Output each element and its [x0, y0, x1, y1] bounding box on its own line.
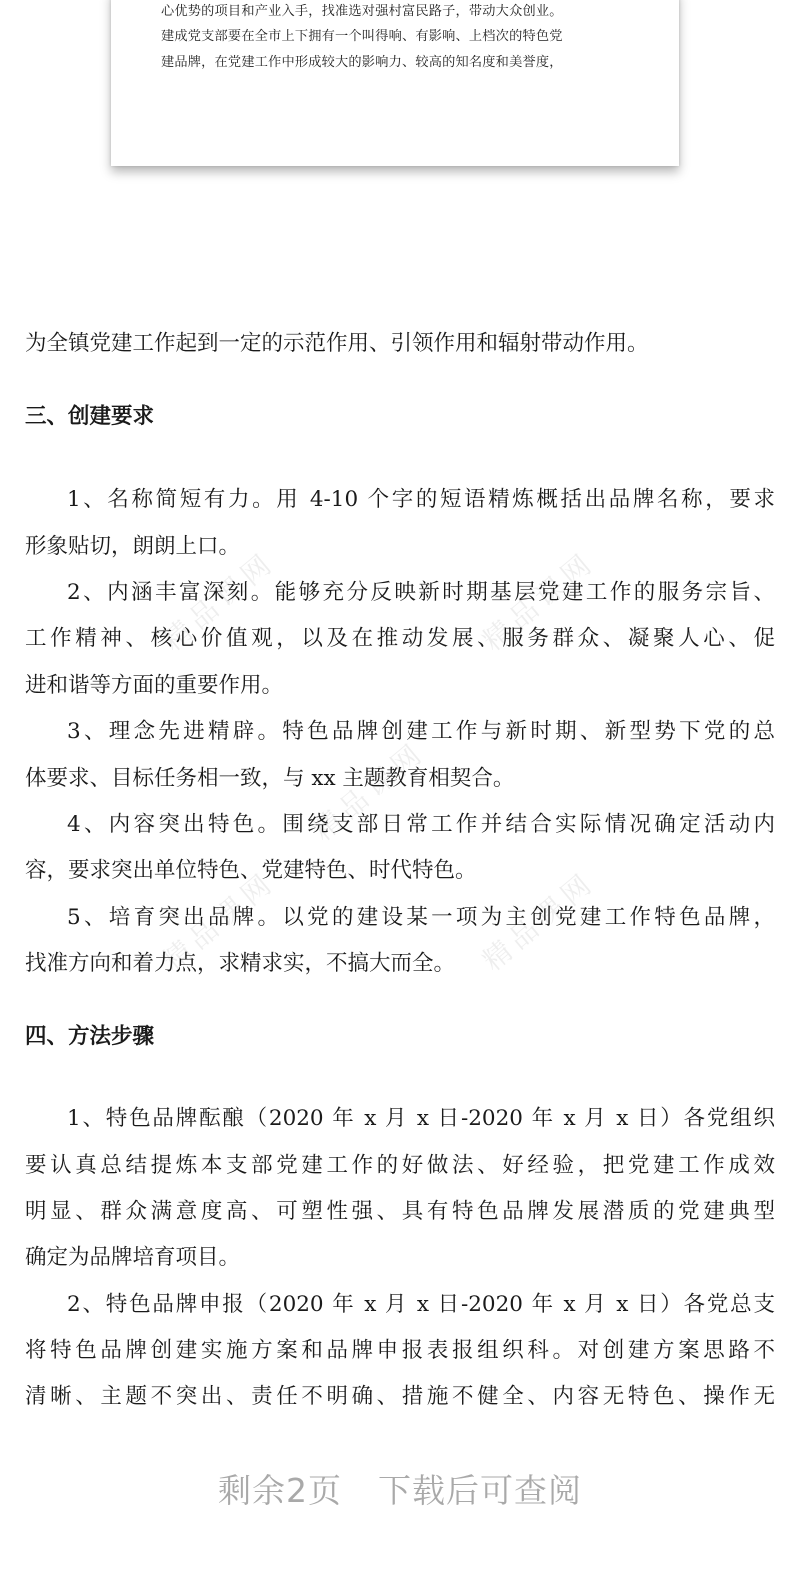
watermark: 精品课网	[156, 864, 282, 978]
body-paragraph-line: 确定为品牌培育项目。	[25, 1245, 241, 1270]
body-paragraph-line: 1、名称简短有力。用 4-10 个字的短语精炼概括出品牌名称，要求	[67, 487, 775, 512]
body-paragraph-line: 为全镇党建工作起到一定的示范作用、引领作用和辐射带动作用。	[25, 331, 649, 356]
body-paragraph-line: 1、特色品牌酝酿（2020 年 x 月 x 日-2020 年 x 月 x 日）各党组织	[67, 1106, 775, 1131]
body-paragraph-line: 明显、群众满意度高、可塑性强、具有特色品牌发展潜质的党建典型	[25, 1199, 775, 1224]
body-paragraph-line: 体要求、目标任务相一致，与 xx 主题教育相契合。	[25, 766, 515, 791]
watermark: 精品课网	[156, 544, 282, 658]
remaining-pages-label: 剩余2页	[218, 1471, 342, 1510]
watermark: 精品课网	[476, 544, 602, 658]
body-paragraph-line: 容，要求突出单位特色、党建特色、时代特色。	[25, 858, 477, 883]
body-paragraph-line: 进和谐等方面的重要作用。	[25, 673, 284, 698]
body-paragraph-line: 3、理念先进精辟。特色品牌创建工作与新时期、新型势下党的总	[67, 719, 775, 744]
watermark: 精品课网	[306, 734, 432, 848]
body-paragraph-line: 2、内涵丰富深刻。能够充分反映新时期基层党建工作的服务宗旨、	[67, 580, 775, 605]
download-to-view-label: 下载后可查阅	[378, 1471, 582, 1510]
body-paragraph-line: 4、内容突出特色。围绕支部日常工作并结合实际情况确定活动内	[67, 812, 775, 837]
body-paragraph-line: 找准方向和着力点，求精求实，不搞大而全。	[25, 951, 456, 976]
body-paragraph-line: 要认真总结提炼本支部党建工作的好做法、好经验，把党建工作成效	[25, 1153, 775, 1178]
body-paragraph-line: 5、培育突出品牌。以党的建设某一项为主创党建工作特色品牌，	[67, 905, 775, 930]
preview-line: 心优势的项目和产业入手，找准选对强村富民路子，带动大众创业。	[161, 4, 563, 19]
body-paragraph-line: 2、特色品牌申报（2020 年 x 月 x 日-2020 年 x 月 x 日）各党总支	[67, 1292, 775, 1317]
watermark: 精品课网	[476, 864, 602, 978]
body-paragraph-line: 将特色品牌创建实施方案和品牌申报表报组织科。对创建方案思路不	[25, 1338, 775, 1363]
section-heading-steps: 四、方法步骤	[25, 1024, 155, 1049]
preview-line: 建成党支部要在全市上下拥有一个叫得响、有影响、上档次的特色党	[161, 29, 563, 44]
body-paragraph-line: 清晰、主题不突出、责任不明确、措施不健全、内容无特色、操作无	[25, 1384, 775, 1409]
preview-line: 建品牌，在党建工作中形成较大的影响力、较高的知名度和美誉度，	[161, 55, 563, 70]
body-paragraph-line: 形象贴切，朗朗上口。	[25, 534, 241, 559]
section-heading-requirements: 三、创建要求	[25, 404, 155, 429]
page-preview-card	[111, 0, 679, 166]
download-prompt-button[interactable]	[0, 1468, 800, 1514]
body-paragraph-line: 工作精神、核心价值观，以及在推动发展、服务群众、凝聚人心、促	[25, 626, 775, 651]
